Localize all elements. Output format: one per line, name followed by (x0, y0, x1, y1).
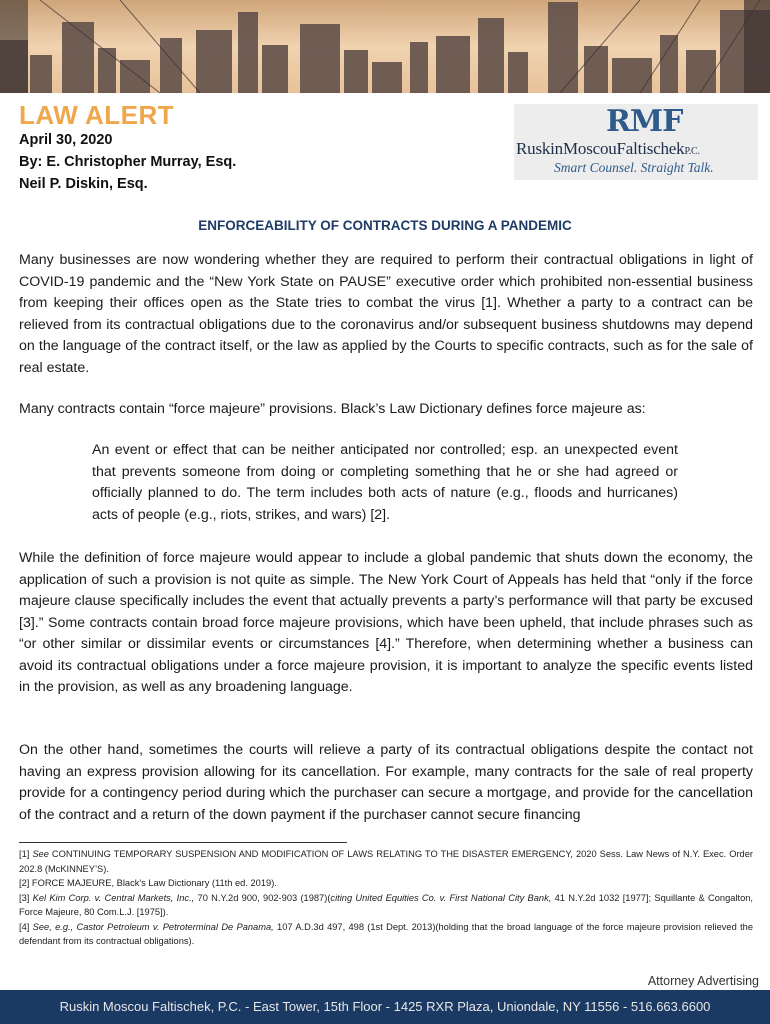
paragraph-2: Many contracts contain “force majeure” provisions. Black’s Law Dictionary defines force majeure as: (19, 401, 646, 417)
footer-address: Ruskin Moscou Faltischek, P.C. - East Tower, 15th Floor - 1425 RXR Plaza, Uniondale, NY 11556 - 516.663.6600 (59, 999, 711, 1014)
footnotes (19, 847, 753, 949)
article-headline: ENFORCEABILITY OF CONTRACTS DURING A PANDEMIC (198, 218, 572, 233)
footnote-2: [2] FORCE MAJEURE, Black's Law Dictionary (11th ed. 2019). (19, 878, 277, 888)
paragraph-4: On the other hand, sometimes the courts will relieve a party of its contractual obligations despite the contact not having an express provision allowing for its cancellation. For example, many contracts for the sale of real property provide for a contingency period during which the purchaser can secure a mortgage, and provide for the cancellation of the contract and a return of the down payment if the purchaser cannot secure financing (19, 742, 753, 823)
author-line-1: By: E. Christopher Murray, Esq. (19, 154, 237, 170)
author-line-2: Neil P. Diskin, Esq. (19, 176, 148, 192)
skyline-banner-image (0, 0, 770, 93)
firm-logo (514, 104, 758, 180)
paragraph-1: Many businesses are now wondering whether they are required to perform their contractual obligations in light of COVID-19 pandemic and the “New York State on PAUSE” executive order which prohibited non-essential business from keeping their offices open as the State tries to combat the virus [1]. Whether a party to a contract can be relieved from its contractual obligations due to the coronavirus and/or subsequent business shutdowns may depend on the language of the contract itself, or the law as applied by the Courts to specific contracts, such as for the sale of real estate. (19, 252, 753, 376)
footnote-1: [1] See CONTINUING TEMPORARY SUSPENSION AND MODIFICATION OF LAWS RELATING TO THE DISASTER EMERGENCY, 2020 Sess. Law News of N.Y. Exec. Order 202.8 (McKINNEY’S). (19, 849, 753, 874)
footer-bar (0, 990, 770, 1024)
logo-name-main: RuskinMoscouFaltischek (516, 139, 685, 158)
logo-tagline: Smart Counsel. Straight Talk. (554, 160, 714, 175)
logo-name-suffix: P.C. (684, 146, 700, 157)
law-alert-title: LAW ALERT (19, 100, 175, 130)
logo-firm-name (516, 139, 700, 159)
paragraph-3: While the definition of force majeure would appear to include a global pandemic that shuts down the economy, the application of such a provision is not quite as simple. The New York Court of Appeals has held that “only if the force majeure clause specifically includes the event that actually prevents a party’s performance will that party be excused [3].” Some contracts contain broad force majeure provisions, which have been upheld, that include phrases such as “or other similar or dissimilar events or circumstances [4].” Therefore, when determining whether a business can avoid its contractual obligations under a force majeure provision, it is important to analyze the specific events listed in the provision, as well as any broadening language. (19, 550, 753, 695)
footnote-3: [3] Kel Kim Corp. v. Central Markets, Inc., 70 N.Y.2d 900, 902-903 (1987)(citing United Equities Co. v. First National City Bank, 41 N.Y.2d 1032 [1977]; Squillante & Congalton, Force Majeure, 80 Com.L.J. [1975]). (19, 892, 753, 917)
footnote-divider (19, 842, 347, 843)
logo-mark: RMF (606, 104, 683, 139)
alert-date: April 30, 2020 (19, 132, 113, 148)
footnote-4: [4] See, e.g., Castor Petroleum v. Petroterminal De Panama, 107 A.D.3d 497, 498 (1st Dept. 2013)(holding that the broad language of the force majeure provision relieved the defendant from its contractual obligations). (19, 921, 753, 946)
attorney-advertising-label: Attorney Advertising (647, 974, 759, 988)
definition-blockquote: An event or effect that can be neither anticipated nor controlled; esp. an unexpected event that prevents someone from doing or completing something that he or she had agreed or officially planned to do. The term includes both acts of nature (e.g., floods and hurricanes) acts of people (e.g., riots, strikes, and wars) [2]. (92, 442, 678, 523)
skyline-illustration (0, 0, 770, 93)
